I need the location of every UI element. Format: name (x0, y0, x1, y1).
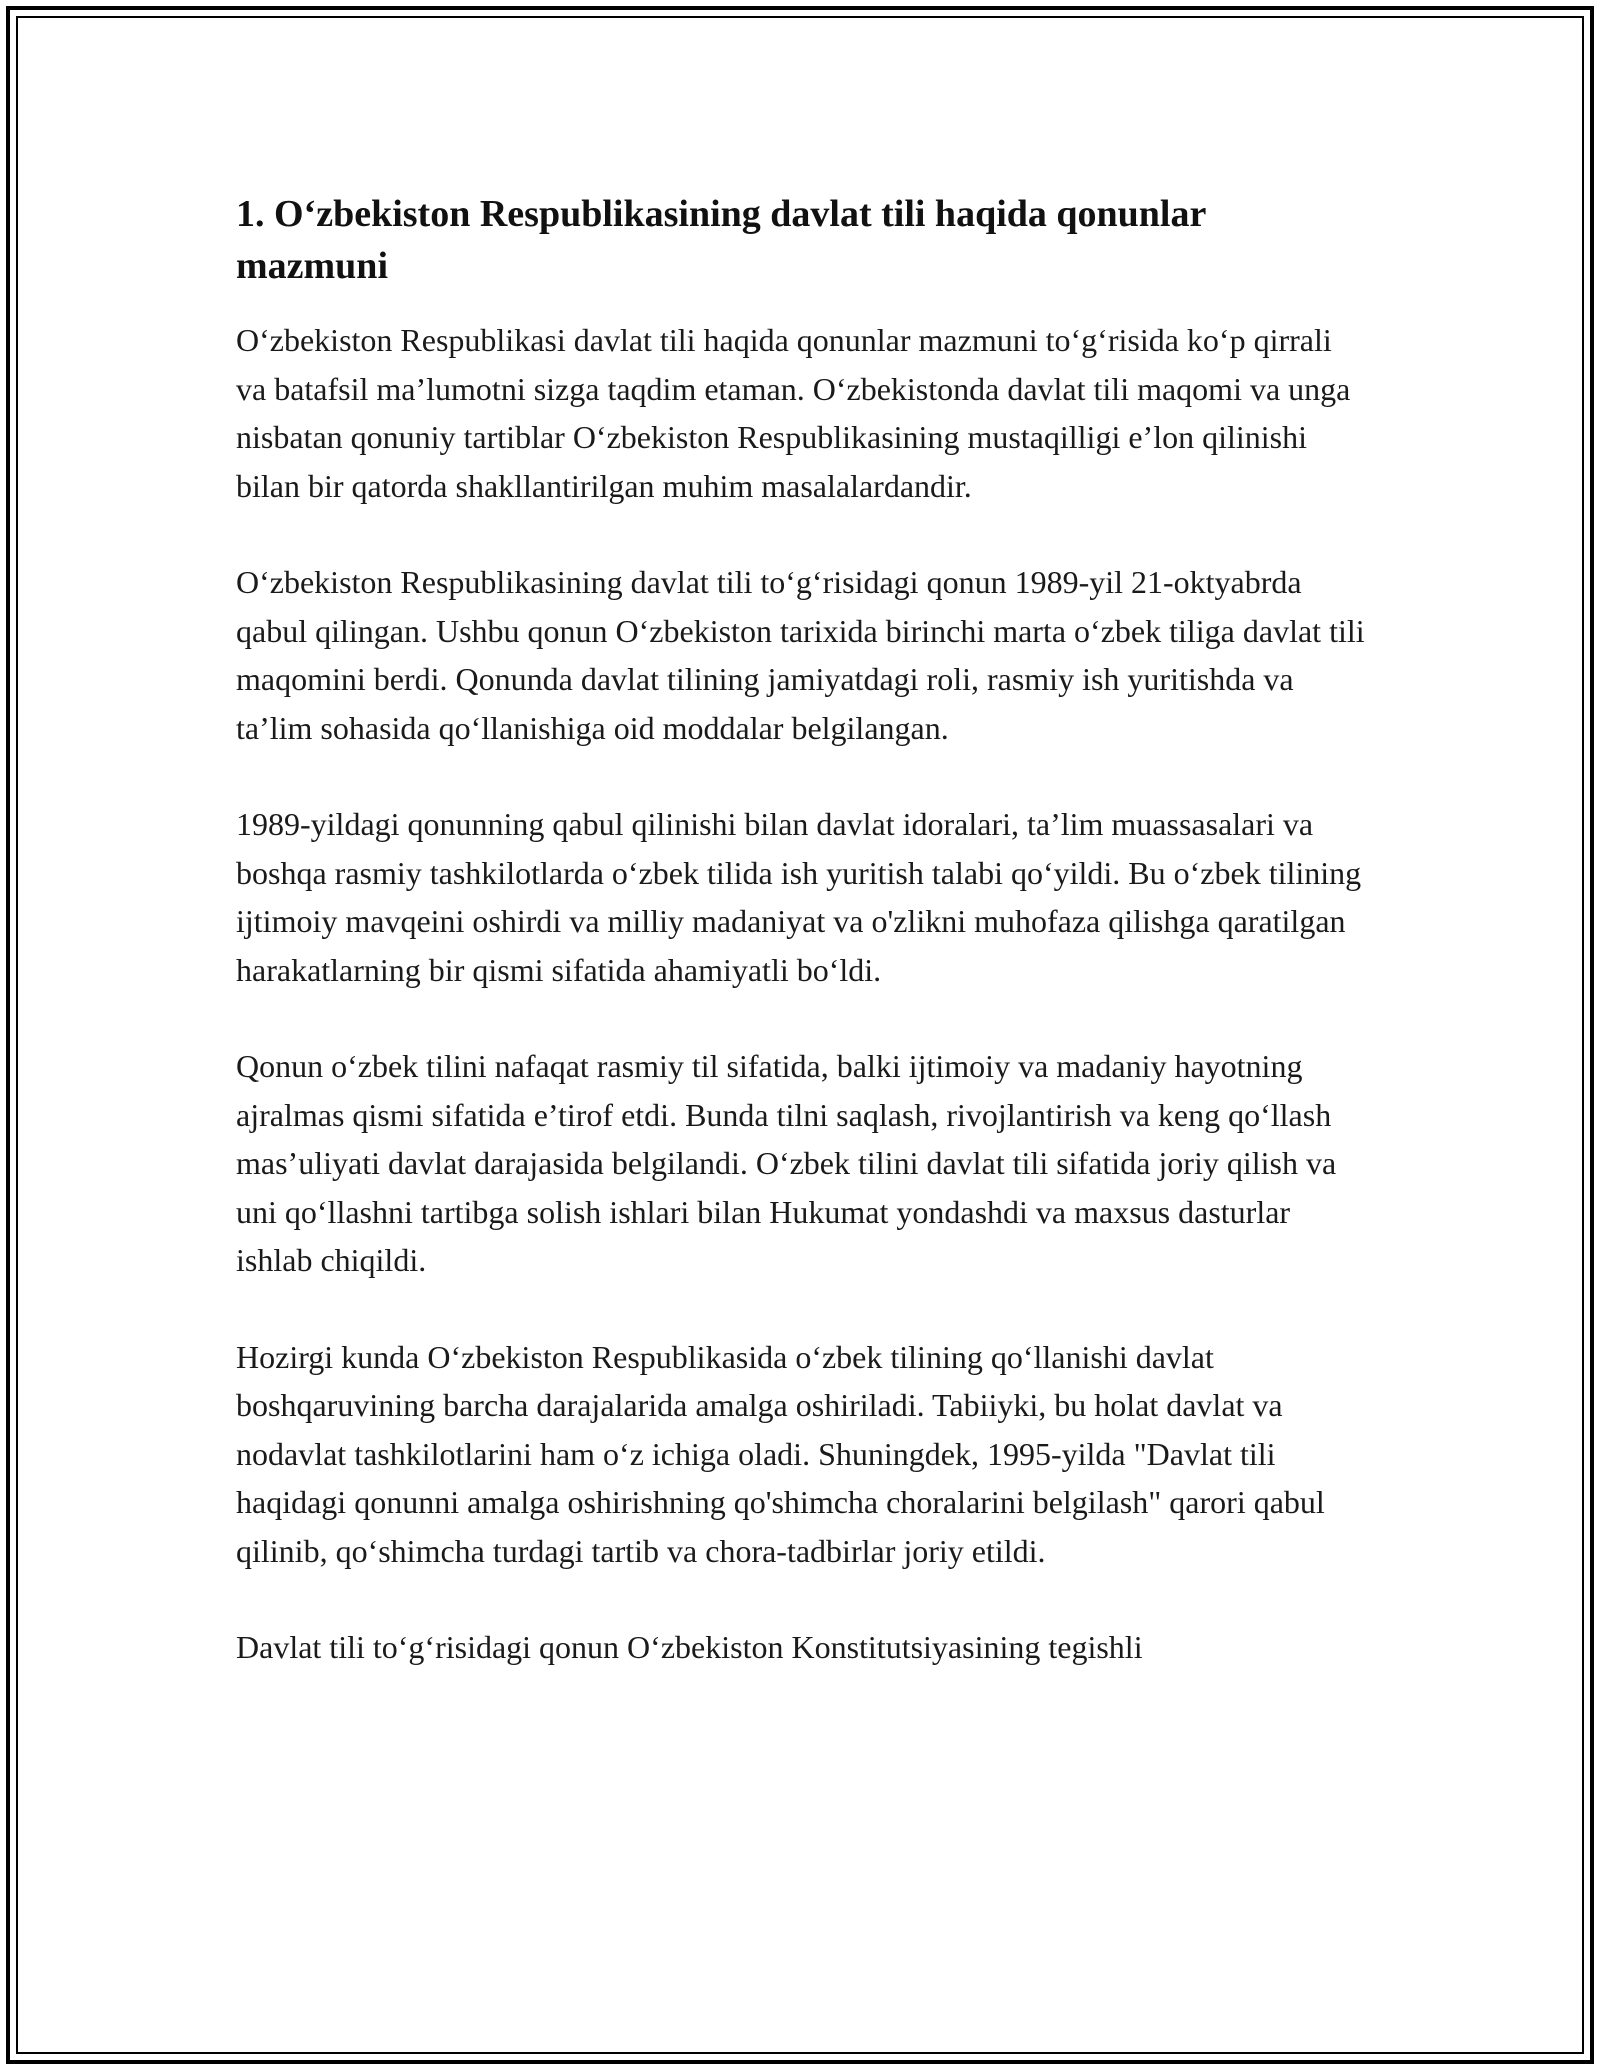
paragraph-2: O‘zbekiston Respublikasining davlat tili to‘g‘risidagi qonun 1989-yil 21-oktyabrda qabul qilingan. Ushbu qonun O‘zbekiston tarixida birinchi marta o‘zbek tiliga davlat tili maqomini berdi. Qonunda davlat tilining jamiyatdagi roli, rasmiy ish yuritishda va ta’lim sohasida qo‘llanishiga oid moddalar belgilangan. (236, 564, 1365, 746)
paragraph-3: 1989-yildagi qonunning qabul qilinishi bilan davlat idoralari, ta’lim muassasalari va boshqa rasmiy tashkilotlarda o‘zbek tilida ish yuritish talabi qo‘yildi. Bu o‘zbek tilining ijtimoiy mavqeini oshirdi va milliy madaniyat va o'zlikni muhofaza qilishga qaratilgan harakatlarning bir qismi sifatida ahamiyatli bo‘ldi. (236, 806, 1362, 988)
section-heading: 1. O‘zbekiston Respublikasining davlat tili haqida qonunlar mazmuni (236, 193, 1206, 287)
document-body (236, 188, 1366, 1720)
paragraph-1: O‘zbekiston Respublikasi davlat tili haqida qonunlar mazmuni to‘g‘risida ko‘p qirrali va batafsil ma’lumotni sizga taqdim etaman. O‘zbekistonda davlat tili maqomi va unga nisbatan qonuniy tartiblar O‘zbekiston Respublikasining mustaqilligi e’lon qilinishi bilan bir qatorda shakllantirilgan muhim masalalardandir. (236, 322, 1351, 504)
paragraph-5: Hozirgi kunda O‘zbekiston Respublikasida o‘zbek tilining qo‘llanishi davlat boshqaruvining barcha darajalarida amalga oshiriladi. Tabiiyki, bu holat davlat va nodavlat tashkilotlarini ham o‘z ichiga oladi. Shuningdek, 1995-yilda "Davlat tili haqidagi qonunni amalga oshirishning qo'shimcha choralarini belgilash" qarori qabul qilinib, qo‘shimcha turdagi tartib va chora-tadbirlar joriy etildi. (236, 1338, 1325, 1569)
paragraph-4: Qonun o‘zbek tilini nafaqat rasmiy til sifatida, balki ijtimoiy va madaniy hayotning ajralmas qismi sifatida e’tirof etdi. Bunda tilni saqlash, rivojlantirish va keng qo‘llash mas’uliyati davlat darajasida belgilandi. O‘zbek tilini davlat tili sifatida joriy qilish va uni qo‘llashni tartibga solish ishlari bilan Hukumat yondashdi va maxsus dasturlar ishlab chiqildi. (236, 1048, 1337, 1278)
paragraph-6: Davlat tili to‘g‘risidagi qonun O‘zbekiston Konstitutsiyasining tegishli (236, 1629, 1143, 1665)
